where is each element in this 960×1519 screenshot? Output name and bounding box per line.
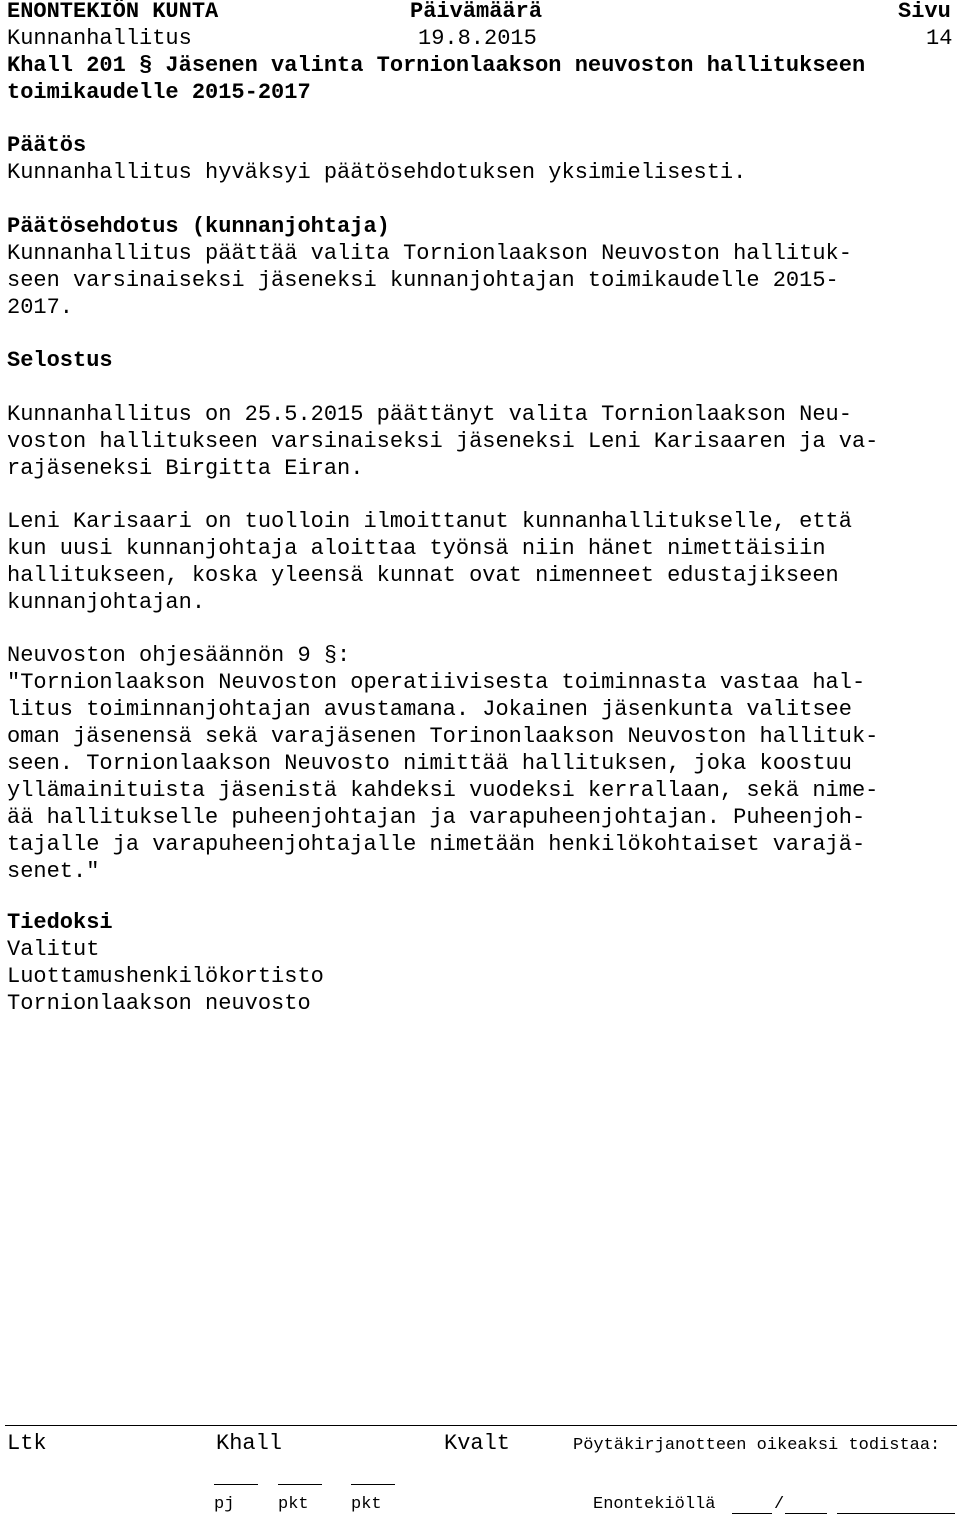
footer-pkt-1: pkt	[278, 1495, 309, 1514]
explanation-paragraph-2	[7, 508, 957, 616]
proposal-section	[7, 213, 957, 321]
item-title-line: Khall 201 § Jäsenen valinta Tornionlaakson neuvoston hallitukseen	[7, 53, 866, 78]
paragraph-line: Kunnanhallitus on 25.5.2015 päättänyt valita Tornionlaakson Neu-	[7, 402, 852, 427]
info-item: Tornionlaakson neuvosto	[7, 991, 311, 1016]
paragraph-line: kun uusi kunnanjohtaja aloittaa työnsä niin hänet nimettäisiin	[7, 536, 826, 561]
footer-pj: pj	[214, 1495, 235, 1514]
proposal-line: Kunnanhallitus päättää valita Tornionlaakson Neuvoston hallituk-	[7, 241, 852, 266]
paragraph-line: tajalle ja varapuheenjohtajalle nimetään henkilökohtaiset varajä-	[7, 832, 866, 857]
initials-line-pkt2	[351, 1484, 395, 1485]
footer-kvalt: Kvalt	[444, 1431, 511, 1456]
explanation-paragraph-3	[7, 642, 957, 885]
decision-text: Kunnanhallitus hyväksyi päätösehdotuksen yksimielisesti.	[7, 160, 747, 185]
meeting-date: 19.8.2015	[418, 26, 537, 51]
info-item: Luottamushenkilökortisto	[7, 964, 324, 989]
paragraph-line: Leni Karisaari on tuolloin ilmoittanut kunnanhallitukselle, että	[7, 509, 852, 534]
info-section	[7, 909, 957, 1017]
explanation-paragraph-1	[7, 401, 957, 482]
item-title	[7, 52, 957, 106]
paragraph-line: ää hallitukselle puheenjohtajan ja varapuheenjohtajan. Puheenjoh-	[7, 805, 866, 830]
paragraph-line: litus toiminnanjohtajan avustamana. Jokainen jäsenkunta valitsee	[7, 697, 852, 722]
paragraph-line: seen. Tornionlaakson Neuvosto nimittää hallituksen, joka koostuu	[7, 751, 852, 776]
proposal-heading: Päätösehdotus (kunnanjohtaja)	[7, 214, 390, 239]
proposal-line: seen varsinaiseksi jäseneksi kunnanjohtajan toimikaudelle 2015-	[7, 268, 839, 293]
initials-line-pkt1	[278, 1484, 322, 1485]
paragraph-line: voston hallitukseen varsinaiseksi jäseneksi Leni Karisaaren ja va-	[7, 429, 879, 454]
body-name: Kunnanhallitus	[7, 26, 192, 51]
item-title-line: toimikaudelle 2015-2017	[7, 80, 311, 105]
footer-divider	[5, 1425, 957, 1426]
footer-certify: Pöytäkirjanotteen oikeaksi todistaa:	[573, 1436, 941, 1455]
footer-date-slash: /	[774, 1495, 785, 1514]
page-number: 14	[926, 26, 953, 51]
footer-pkt-2: pkt	[351, 1495, 382, 1514]
initials-line-pj	[214, 1484, 258, 1485]
explanation-heading: Selostus	[7, 348, 113, 373]
footer-khall: Khall	[216, 1431, 283, 1456]
footer-place: Enontekiöllä	[593, 1495, 716, 1514]
paragraph-line: hallitukseen, koska yleensä kunnat ovat nimenneet edustajikseen	[7, 563, 839, 588]
date-month-line	[785, 1513, 827, 1514]
info-heading: Tiedoksi	[7, 910, 113, 935]
decision-section	[7, 132, 957, 186]
info-item: Valitut	[7, 937, 100, 962]
proposal-line: 2017.	[7, 295, 74, 320]
paragraph-line: kunnanjohtajan.	[7, 590, 206, 615]
footer-ltk: Ltk	[7, 1431, 47, 1456]
org-name: ENONTEKIÖN KUNTA	[7, 0, 219, 24]
page-label: Sivu	[898, 0, 951, 24]
paragraph-line: oman jäsenensä sekä varajäsenen Torinonlaakson Neuvoston hallituk-	[7, 724, 879, 749]
decision-heading: Päätös	[7, 133, 87, 158]
paragraph-line: Neuvoston ohjesäännön 9 §:	[7, 643, 351, 668]
paragraph-line: yllämainituista jäsenistä kahdeksi vuodeksi kerrallaan, sekä nime-	[7, 778, 879, 803]
paragraph-line: senet."	[7, 859, 100, 884]
explanation-heading-block	[7, 347, 957, 374]
date-day-line	[732, 1513, 772, 1514]
signature-line	[837, 1513, 955, 1514]
paragraph-line: rajäseneksi Birgitta Eiran.	[7, 456, 364, 481]
date-label: Päivämäärä	[410, 0, 543, 24]
paragraph-line: "Tornionlaakson Neuvoston operatiivisesta toiminnasta vastaa hal-	[7, 670, 866, 695]
